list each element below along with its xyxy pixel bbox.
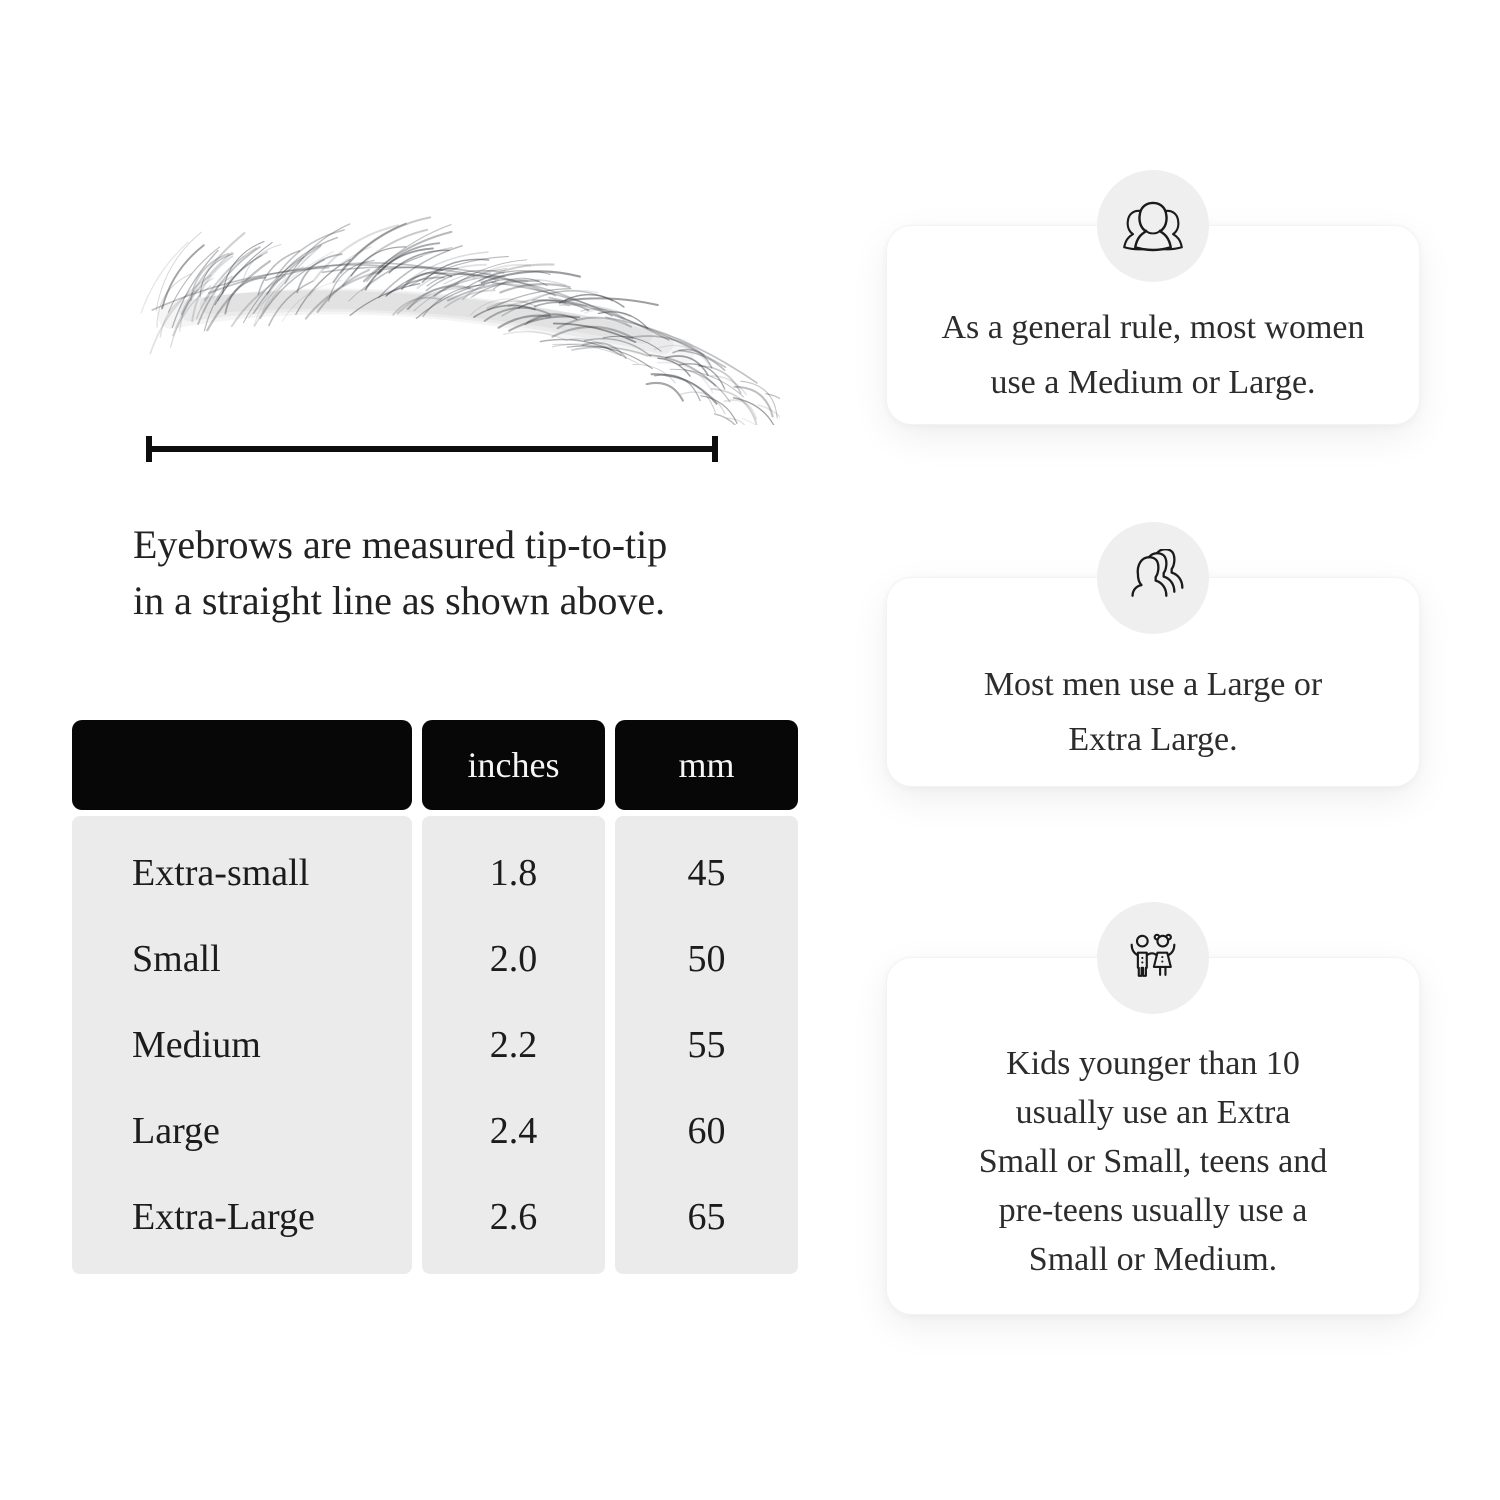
measurement-right-tick (712, 436, 718, 462)
tip-card-men (886, 577, 1420, 787)
size-table-label-column (72, 816, 412, 1274)
size-label: Medium (132, 1024, 261, 1066)
tip-line: Most men use a Large or (983, 666, 1323, 703)
tip-line: As a general rule, most women (941, 309, 1365, 346)
eyebrow-illustration (115, 213, 780, 425)
size-label: Extra-Large (132, 1196, 315, 1238)
inches-value: 1.8 (489, 852, 538, 894)
header-cell-inches: inches (422, 720, 605, 810)
size-label: Small (132, 938, 221, 980)
tip-text-men (984, 657, 1322, 767)
tip-text-kids (979, 1039, 1327, 1284)
eyebrow-sketch-svg (115, 213, 780, 425)
tip-card-women (886, 225, 1420, 425)
tip-card-kids (886, 957, 1420, 1315)
kids-icon (1121, 929, 1185, 987)
caption-line-1: Eyebrows are measured tip-to-tip (133, 522, 668, 567)
tip-line: Small or Medium. (1028, 1240, 1278, 1278)
tip-line: Small or Small, teens and (978, 1142, 1328, 1180)
tip-line: pre-teens usually use a (998, 1191, 1308, 1229)
size-table-body (72, 816, 798, 1274)
inches-value: 2.4 (489, 1110, 538, 1152)
mm-value: 60 (687, 1110, 726, 1152)
header-cell-blank (72, 720, 412, 810)
inches-value: 2.2 (489, 1024, 538, 1066)
tip-line: usually use an Extra (1015, 1093, 1291, 1131)
mm-value: 65 (687, 1196, 726, 1238)
men-group-icon (1121, 549, 1185, 607)
size-table (72, 720, 798, 1274)
men-badge (1097, 522, 1209, 634)
mm-value: 45 (687, 852, 726, 894)
tip-line: Kids younger than 10 (1006, 1044, 1300, 1082)
women-badge (1097, 170, 1209, 282)
size-table-mm-column (615, 816, 798, 1274)
tip-line: use a Medium or Large. (990, 364, 1316, 401)
women-group-icon (1121, 197, 1185, 255)
inches-value: 2.6 (489, 1196, 538, 1238)
measurement-line (146, 436, 718, 462)
size-table-header (72, 720, 798, 810)
tip-text-women (942, 300, 1365, 410)
measurement-caption (133, 517, 773, 629)
kids-badge (1097, 902, 1209, 1014)
size-label: Large (132, 1110, 220, 1152)
mm-value: 55 (687, 1024, 726, 1066)
size-table-inches-column (422, 816, 605, 1274)
tip-line: Extra Large. (1068, 721, 1238, 758)
size-label: Extra-small (132, 852, 310, 894)
header-cell-mm: mm (615, 720, 798, 810)
inches-value: 2.0 (489, 938, 538, 980)
caption-line-2: in a straight line as shown above. (133, 578, 666, 623)
measurement-bar (146, 446, 718, 452)
mm-value: 50 (687, 938, 726, 980)
